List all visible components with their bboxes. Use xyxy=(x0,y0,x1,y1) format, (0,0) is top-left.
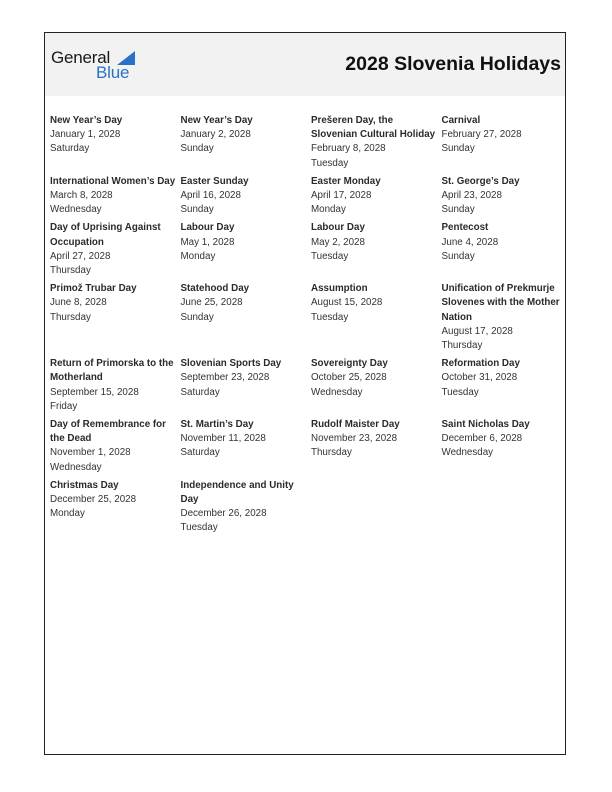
page-title: 2028 Slovenia Holidays xyxy=(345,53,561,75)
holiday-date: September 23, 2028 xyxy=(180,372,270,384)
holiday-date: June 25, 2028 xyxy=(180,297,243,309)
holiday-entry xyxy=(181,221,312,278)
holiday-name: Easter Monday xyxy=(311,175,381,187)
holiday-name: Carnival xyxy=(441,115,481,126)
holiday-entry xyxy=(181,418,312,475)
holiday-date: December 6, 2028 xyxy=(441,433,523,445)
holiday-weekday: Sunday xyxy=(441,143,475,155)
holiday-date: May 1, 2028 xyxy=(180,236,235,248)
holiday-weekday: Wednesday xyxy=(441,447,494,459)
holiday-entry xyxy=(311,418,442,475)
holiday-name: Independence and Unity Day xyxy=(180,479,294,506)
holiday-weekday: Saturday xyxy=(50,143,90,155)
holiday-date: November 1, 2028 xyxy=(50,447,131,459)
holiday-entry xyxy=(442,357,569,414)
holiday-name: Prešeren Day, the Slovenian Cultural Holiday xyxy=(311,115,436,141)
holiday-name: New Year’s Day xyxy=(50,115,123,126)
generalblue-logo xyxy=(51,48,151,84)
holiday-date: February 8, 2028 xyxy=(311,143,386,155)
holiday-date: August 17, 2028 xyxy=(441,325,513,337)
holiday-entry xyxy=(442,221,569,278)
holiday-date: January 2, 2028 xyxy=(180,129,251,141)
holiday-name: Day of Remembrance for the Dead xyxy=(50,419,166,445)
holiday-weekday: Sunday xyxy=(441,204,475,216)
holiday-date: January 1, 2028 xyxy=(50,129,121,141)
holiday-weekday: Sunday xyxy=(180,143,214,155)
holiday-name: Unification of Prekmurje Slovenes with the Mother Nation xyxy=(441,283,560,323)
holiday-weekday: Tuesday xyxy=(441,386,479,398)
holiday-weekday: Thursday xyxy=(50,311,91,323)
holiday-entry xyxy=(442,418,569,475)
holiday-entry xyxy=(311,175,442,218)
holiday-entry xyxy=(442,282,569,353)
holiday-name: Day of Uprising Against Occupation xyxy=(50,222,161,248)
holiday-date: June 8, 2028 xyxy=(50,297,107,309)
holiday-weekday: Wednesday xyxy=(50,204,102,216)
holiday-weekday: Saturday xyxy=(180,386,220,398)
holiday-entry xyxy=(181,479,312,536)
holiday-weekday: Tuesday xyxy=(180,522,218,534)
holiday-date: April 17, 2028 xyxy=(311,190,372,202)
holiday-name: Labour Day xyxy=(180,222,235,234)
holiday-date: December 26, 2028 xyxy=(180,508,267,520)
holiday-name: Return of Primorska to the Motherland xyxy=(50,358,174,384)
holiday-date: October 31, 2028 xyxy=(441,372,518,384)
holiday-entry xyxy=(311,282,442,353)
holiday-name: St. George’s Day xyxy=(441,175,520,187)
logo-word-general: General xyxy=(51,48,111,67)
holiday-date: April 16, 2028 xyxy=(180,190,241,202)
holiday-date: June 4, 2028 xyxy=(441,236,499,248)
holiday-weekday: Thursday xyxy=(50,265,91,277)
holiday-weekday: Monday xyxy=(311,204,346,216)
holiday-entry xyxy=(50,282,181,353)
holiday-entry xyxy=(442,114,569,171)
holiday-weekday: Sunday xyxy=(180,204,214,216)
holiday-date: December 25, 2028 xyxy=(50,494,137,506)
holiday-date: May 2, 2028 xyxy=(311,236,365,248)
holiday-name: Easter Sunday xyxy=(180,175,249,187)
holiday-date: February 27, 2028 xyxy=(441,129,522,141)
holiday-weekday: Tuesday xyxy=(311,311,349,323)
holiday-entry xyxy=(50,479,181,536)
holiday-date: November 23, 2028 xyxy=(311,433,398,445)
holiday-weekday: Sunday xyxy=(180,311,214,323)
holiday-entry xyxy=(181,357,312,414)
holiday-grid xyxy=(50,114,570,536)
holiday-entry xyxy=(50,357,181,414)
holiday-name: Reformation Day xyxy=(441,358,520,370)
holiday-name: Labour Day xyxy=(311,222,365,234)
holiday-entry xyxy=(442,175,569,218)
holiday-name: Christmas Day xyxy=(50,479,119,491)
holiday-weekday: Monday xyxy=(50,508,85,520)
holiday-name: Primož Trubar Day xyxy=(50,283,137,295)
holiday-date: September 15, 2028 xyxy=(50,386,139,398)
holiday-entry xyxy=(311,114,442,171)
holiday-weekday: Saturday xyxy=(180,447,220,459)
holiday-weekday: Monday xyxy=(180,250,216,262)
holiday-date: October 25, 2028 xyxy=(311,372,387,384)
holiday-weekday: Sunday xyxy=(441,250,475,262)
holiday-name: St. Martin’s Day xyxy=(180,419,254,431)
holiday-weekday: Wednesday xyxy=(311,386,363,398)
holiday-name: Sovereignty Day xyxy=(311,358,388,370)
holiday-weekday: Thursday xyxy=(311,447,352,459)
holiday-name: Statehood Day xyxy=(180,283,250,295)
holiday-weekday: Friday xyxy=(50,400,78,412)
holiday-name: Slovenian Sports Day xyxy=(180,358,282,370)
holiday-date: April 23, 2028 xyxy=(441,190,502,202)
holiday-weekday: Thursday xyxy=(441,340,483,352)
holiday-date: March 8, 2028 xyxy=(50,190,113,202)
holiday-name: International Women’s Day xyxy=(50,175,176,187)
holiday-name: New Year’s Day xyxy=(180,115,253,126)
holiday-entry xyxy=(181,282,312,353)
holiday-entry xyxy=(311,221,442,278)
holiday-date: November 11, 2028 xyxy=(180,433,266,445)
holiday-name: Assumption xyxy=(311,283,368,295)
holiday-date: April 27, 2028 xyxy=(50,250,111,262)
holiday-entry xyxy=(181,175,312,218)
holiday-entry xyxy=(50,114,181,171)
holiday-name: Rudolf Maister Day xyxy=(311,419,400,431)
holiday-name: Saint Nicholas Day xyxy=(441,419,530,431)
holiday-entry xyxy=(50,221,181,278)
logo-word-blue: Blue xyxy=(96,63,130,82)
header-band xyxy=(45,33,565,96)
holiday-entry xyxy=(181,114,312,171)
holiday-entry xyxy=(50,418,181,475)
holiday-weekday: Tuesday xyxy=(311,250,349,262)
holiday-weekday: Wednesday xyxy=(50,461,102,473)
holiday-entry xyxy=(50,175,181,218)
holiday-weekday: Tuesday xyxy=(311,157,349,169)
page-frame xyxy=(44,32,566,755)
holiday-date: August 15, 2028 xyxy=(311,297,383,309)
holiday-name: Pentecost xyxy=(441,222,489,234)
holiday-entry xyxy=(311,357,442,414)
